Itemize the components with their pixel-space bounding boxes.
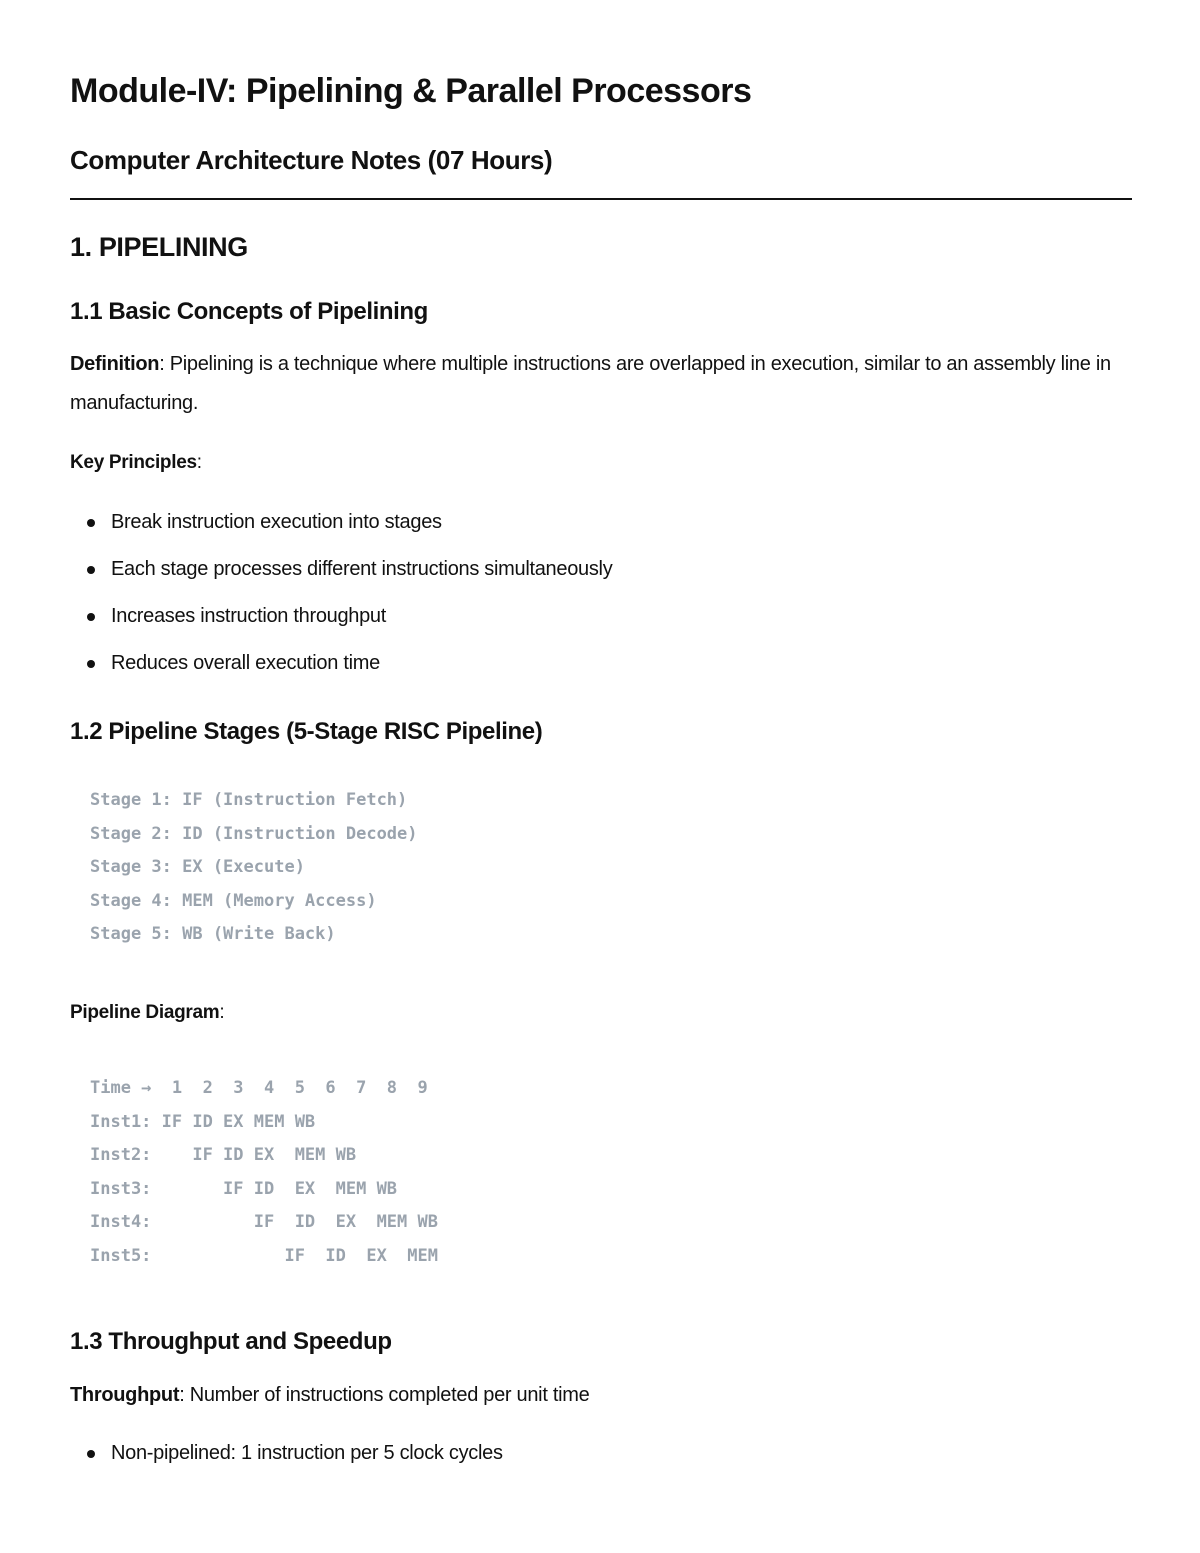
subsection-heading-throughput: 1.3 Throughput and Speedup	[70, 1328, 392, 1355]
stages-code-block	[90, 784, 418, 952]
code-line: Stage 2: ID (Instruction Decode)	[90, 823, 418, 844]
throughput-list	[70, 1430, 503, 1477]
code-line: Inst4: IF ID EX MEM WB	[90, 1212, 438, 1233]
code-line: Time → 1 2 3 4 5 6 7 8 9	[90, 1078, 428, 1098]
bullet-icon	[87, 660, 95, 668]
title-divider	[70, 198, 1132, 200]
subsection-heading-pipeline-stages: 1.2 Pipeline Stages (5-Stage RISC Pipeline)	[70, 718, 543, 745]
key-principles-colon: :	[196, 452, 202, 473]
list-item-text: Each stage processes different instructions simultaneously	[111, 558, 613, 580]
page-title: Module-IV: Pipelining & Parallel Processors	[70, 72, 752, 110]
code-line: Stage 5: WB (Write Back)	[90, 924, 336, 945]
code-line: Inst2: IF ID EX MEM WB	[90, 1145, 357, 1166]
code-line: Inst3: IF ID EX MEM WB	[90, 1178, 398, 1199]
list-item-text: Increases instruction throughput	[111, 605, 387, 627]
code-line: Stage 1: IF (Instruction Fetch)	[90, 790, 408, 810]
bullet-icon	[87, 519, 95, 527]
definition-text: : Pipelining is a technique where multiple instructions are overlapped in execution, similar to an assembly line in manufacturing.	[70, 353, 1111, 414]
section-heading-pipelining: 1. PIPELINING	[70, 232, 248, 262]
code-line: Inst1: IF ID EX MEM WB	[90, 1111, 316, 1132]
pipeline-diagram-colon: :	[219, 1002, 225, 1023]
definition-paragraph	[70, 345, 1132, 423]
throughput-paragraph	[70, 1376, 1132, 1415]
list-item-text: Non-pipelined: 1 instruction per 5 clock cycles	[111, 1442, 503, 1464]
throughput-label: Throughput	[70, 1384, 180, 1406]
key-principles-heading	[70, 452, 202, 474]
pipeline-diagram-label: Pipeline Diagram	[70, 1002, 220, 1023]
pipeline-diagram-heading	[70, 1002, 224, 1024]
bullet-icon	[87, 566, 95, 574]
list-item	[70, 546, 612, 593]
key-principles-label: Key Principles	[70, 452, 197, 473]
throughput-text: : Number of instructions completed per unit time	[179, 1384, 590, 1406]
subsection-heading-basic-concepts: 1.1 Basic Concepts of Pipelining	[70, 298, 428, 325]
key-principles-list	[70, 499, 612, 687]
code-line: Stage 3: EX (Execute)	[90, 857, 305, 878]
list-item	[70, 640, 612, 687]
code-line: Inst5: IF ID EX MEM	[90, 1245, 438, 1266]
pipeline-diagram-code-block	[90, 1072, 438, 1274]
list-item	[70, 1430, 503, 1477]
list-item-text: Break instruction execution into stages	[111, 511, 442, 533]
bullet-icon	[87, 1450, 95, 1458]
list-item	[70, 499, 612, 546]
definition-label: Definition	[70, 353, 160, 375]
list-item	[70, 593, 612, 640]
code-line: Stage 4: MEM (Memory Access)	[90, 890, 377, 911]
list-item-text: Reduces overall execution time	[111, 652, 380, 674]
bullet-icon	[87, 613, 95, 621]
page-subtitle: Computer Architecture Notes (07 Hours)	[70, 145, 553, 175]
